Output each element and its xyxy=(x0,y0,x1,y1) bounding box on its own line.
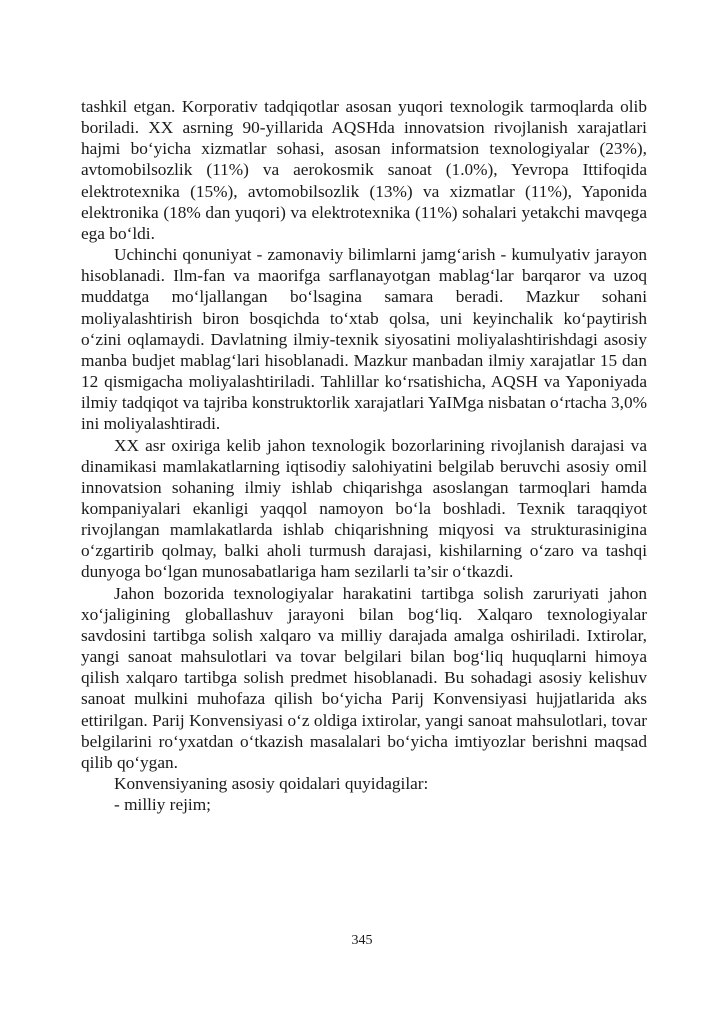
page-number: 345 xyxy=(351,933,373,948)
paragraph-continuation: tashkil etgan. Korporativ tadqiqotlar asosan yuqori texnologik tarmoqlarda olib boriladi. XX asrning 90-yillarida AQSHda innovatsion rivojlanish xarajatlari hajmi bo‘yicha xizmatlar sohasi, asosan informatsion texnologiyalar (23%), avtomobilsozlik (11%) va aerokosmik sanoat (1.0%), Yevropa Ittifoqida elektrotexnika (15%), avtomobilsozlik (13%) va xizmatlar (11%), Yaponida elektronika (18% dan yuqori) va elektrotexnika (11%) sohalari yetakchi mavqega ega bo‘ldi. xyxy=(81,97,647,243)
document-body xyxy=(81,96,647,815)
paragraph-convention-rules-intro: Konvensiyaning asosiy qoidalari quyidagilar: xyxy=(114,774,429,793)
list-item-national-regime: - milliy rejim; xyxy=(114,795,211,815)
paragraph-third-law: Uchinchi qonuniyat - zamonaviy bilimlarni jamg‘arish - kumulyativ jarayon hisoblanadi. Ilm-fan va maorifga sarflanayotgan mablag‘lar barqaror va uzoq muddatga mo‘ljallangan bo‘lsagina samara beradi. Mazkur sohani moliyalashtirish biron bosqichda to‘xtab qolsa, uni keyinchalik ko‘paytirish o‘zini oqlamaydi. Davlatning ilmiy-texnik siyosatini moliyalashtirishdagi asosiy manba budjet mablag‘lari hisoblanadi. Mazkur manbadan ilmiy xarajatlar 15 dan 12 qismigacha moliyalashtiriladi. Tahlillar ko‘rsatishicha, AQSH va Yaponiyada ilmiy tadqiqot va tajriba konstruktorlik xarajatlari YaIMga nisbatan o‘rtacha 3,0% ini moliyalashtiradi. xyxy=(81,245,647,434)
paragraph-paris-convention: Jahon bozorida texnologiyalar harakatini tartibga solish zaruriyati jahon xo‘jaligining globallashuv jarayoni bilan bog‘liq. Xalqaro texnologiyalar savdosini tartibga solish xalqaro va milliy darajada amalga oshiriladi. Ixtirolar, yangi sanoat mahsulotlari va tovar belgilari bilan bog‘liq huquqlarni himoya qilish xalqaro tartibga solish predmet hisoblanadi. Bu sohadagi asosiy kelishuv sanoat mulkini muhofaza qilish bo‘yicha Parij Konvensiyasi hujjatlarida aks ettirilgan. Parij Konvensiyasi o‘z oldiga ixtirolar, yangi sanoat mahsulotlari, tovar belgilarini ro‘yxatdan o‘tkazish masalalari bo‘yicha imtiyozlar berishni maqsad qilib qo‘ygan. xyxy=(81,583,647,772)
paragraph-technology-markets: XX asr oxiriga kelib jahon texnologik bozorlarining rivojlanish darajasi va dinamikasi mamlakatlarning iqtisodiy salohiyatini belgilab beruvchi asosiy omil innovatsion sohaning ilmiy ishlab chiqarishga asoslangan tarmoqlari hamda kompaniyalari ekanligi yaqqol namoyon bo‘la boshladi. Texnik taraqqiyot rivojlangan mamlakatlarda ishlab chiqarishning miqyosi va strukturasinigina o‘zgartirib qolmay, balki aholi turmush darajasi, kishilarning o‘zaro va tashqi dunyoga bo‘lgan munosabatlariga ham sezilarli ta’sir o‘tkazdi. xyxy=(81,435,647,582)
